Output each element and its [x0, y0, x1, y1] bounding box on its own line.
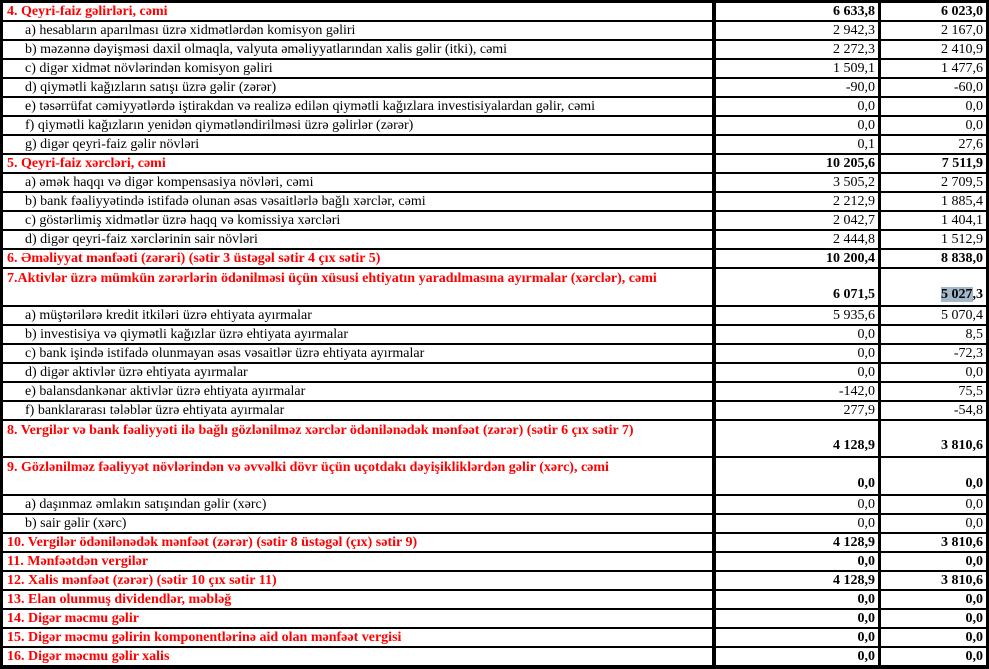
value-col2-cell[interactable]: 3 810,6 [880, 533, 988, 552]
value-col2-cell[interactable]: 8,5 [880, 325, 988, 344]
table-row [2, 211, 988, 230]
row-label-cell[interactable]: b) bank fəaliyyətində istifadə olunan əsas vəsaitlərlə bağlı xərclər, cəmi [2, 192, 714, 211]
value-col1-cell[interactable]: 1 509,1 [714, 59, 880, 78]
value-col2-cell[interactable]: 0,0 [880, 116, 988, 135]
row-label-cell[interactable]: 11. Mənfəətdən vergilər [2, 552, 714, 571]
value-col1-cell[interactable]: 2 272,3 [714, 40, 880, 59]
value-col2-cell[interactable]: 0,0 [880, 363, 988, 382]
value-col2-cell[interactable]: -72,3 [880, 344, 988, 363]
value-col2-cell[interactable]: 1 404,1 [880, 211, 988, 230]
row-label-cell[interactable]: b) sair gəlir (xərc) [2, 514, 714, 533]
value-col2-cell[interactable]: 0,0 [880, 590, 988, 609]
row-label-cell[interactable]: 6. Əməliyyat mənfəəti (zərəri) (sətir 3 üstəgəl sətir 4 çıx sətir 5) [2, 249, 714, 268]
row-label-cell[interactable]: 10. Vergilər ödənilənədək mənfəət (zərər) (sətir 8 üstəgəl (çıx) sətir 9) [2, 533, 714, 552]
value-col1-cell[interactable]: 6 633,8 [714, 2, 880, 22]
table-row [2, 40, 988, 59]
value-col2-cell[interactable]: 3 810,6 [880, 571, 988, 590]
table-row [2, 59, 988, 78]
table-row [2, 420, 988, 458]
value-col1-cell[interactable]: 0,1 [714, 135, 880, 154]
value-col2-cell[interactable]: 0,0 [880, 647, 988, 667]
value-col1-cell[interactable]: -90,0 [714, 78, 880, 97]
value-col1-cell[interactable]: 0,0 [714, 97, 880, 116]
row-label-cell[interactable]: a) əmək haqqı və digər kompensasiya növləri, cəmi [2, 173, 714, 192]
table-row [2, 116, 988, 135]
value-col2-cell[interactable]: 0,0 [880, 552, 988, 571]
value-col1-cell[interactable]: 0,0 [714, 344, 880, 363]
value-col1-cell[interactable]: 2 942,3 [714, 21, 880, 40]
row-label-cell[interactable]: g) digər qeyri-faiz gəlir növləri [2, 135, 714, 154]
row-label-cell[interactable]: 15. Digər məcmu gəlirin komponentlərinə aid olan mənfəət vergisi [2, 628, 714, 647]
value-col2-cell[interactable]: 75,5 [880, 382, 988, 401]
table-row [2, 609, 988, 628]
table-row [2, 457, 988, 495]
table-row [2, 552, 988, 571]
value-col2-cell[interactable]: 1 477,6 [880, 59, 988, 78]
value-col1-cell[interactable]: 4 128,9 [714, 571, 880, 590]
table-row [2, 230, 988, 249]
value-col2-cell[interactable]: 8 838,0 [880, 249, 988, 268]
row-label-cell[interactable]: d) digər aktivlər üzrə ehtiyata ayırmalar [2, 363, 714, 382]
value-col1-cell[interactable]: 10 205,6 [714, 154, 880, 173]
table-row [2, 495, 988, 514]
value-col1-cell[interactable]: 4 128,9 [714, 420, 880, 458]
value-col1-cell[interactable]: 4 128,9 [714, 533, 880, 552]
row-label-cell[interactable]: d) digər qeyri-faiz xərclərinin sair növləri [2, 230, 714, 249]
table-row [2, 78, 988, 97]
value-col1-cell[interactable]: 2 444,8 [714, 230, 880, 249]
value-col1-cell[interactable]: 277,9 [714, 401, 880, 420]
row-label-cell[interactable]: 9. Gözlənilməz fəaliyyət növlərindən və əvvəlki dövr üçün uçotdakı dəyişikliklərdən gəlir (xərc), cəmi [2, 457, 714, 495]
value-col2-cell[interactable]: 0,0 [880, 97, 988, 116]
table-row [2, 401, 988, 420]
row-label-cell[interactable]: f) qiymətli kağızların yenidən qiymətləndirilməsi üzrə gəlirlər (zərər) [2, 116, 714, 135]
value-col2-cell[interactable]: 2 709,5 [880, 173, 988, 192]
value-col2-cell[interactable]: 2 167,0 [880, 21, 988, 40]
row-label-cell[interactable]: b) məzənnə dəyişməsi daxil olmaqla, valyuta əməliyyatlarından xalis gəlir (itki), cəmi [2, 40, 714, 59]
value-col1-cell[interactable]: 0,0 [714, 628, 880, 647]
row-label-cell[interactable]: 7.Aktivlər üzrə mümkün zərərlərin ödənilməsi üçün xüsusi ehtiyatın yaradılmasına ayırmalar (xərclər), cəmi [2, 268, 714, 306]
table-row [2, 344, 988, 363]
table-row [2, 306, 988, 325]
value-col2-cell[interactable]: 0,0 [880, 457, 988, 495]
value-col1-cell[interactable]: 0,0 [714, 495, 880, 514]
value-col1-cell[interactable]: -142,0 [714, 382, 880, 401]
table-row [2, 154, 988, 173]
row-label-cell[interactable]: 4. Qeyri-faiz gəlirləri, cəmi [2, 2, 714, 22]
value-text: ,3 [972, 286, 983, 302]
row-label-cell[interactable]: a) daşınmaz əmlakın satışından gəlir (xərc) [2, 495, 714, 514]
value-col1-cell[interactable]: 2 212,9 [714, 192, 880, 211]
row-label-cell[interactable]: a) hesabların aparılması üzrə xidmətlərdən komisyon gəliri [2, 21, 714, 40]
value-col1-cell[interactable]: 0,0 [714, 363, 880, 382]
value-col1-cell[interactable]: 0,0 [714, 325, 880, 344]
table-row [2, 135, 988, 154]
value-col2-cell[interactable]: 1 885,4 [880, 192, 988, 211]
value-col2-cell[interactable]: 0,0 [880, 514, 988, 533]
table-row [2, 590, 988, 609]
row-label-cell[interactable]: e) balansdankənar aktivlər üzrə ehtiyata ayırmalar [2, 382, 714, 401]
value-col2-cell[interactable]: 0,0 [880, 495, 988, 514]
value-col1-cell[interactable]: 2 042,7 [714, 211, 880, 230]
table-row [2, 382, 988, 401]
row-label-cell[interactable]: c) bank işində istifadə olunmayan əsas vəsaitlər üzrə ehtiyata ayırmalar [2, 344, 714, 363]
table-row [2, 571, 988, 590]
value-col2-cell[interactable]: 0,0 [880, 628, 988, 647]
table-row [2, 628, 988, 647]
value-col2-cell[interactable]: 5 070,4 [880, 306, 988, 325]
value-col1-cell[interactable]: 10 200,4 [714, 249, 880, 268]
value-col1-cell[interactable]: 6 071,5 [714, 268, 880, 306]
value-col2-cell[interactable]: -54,8 [880, 401, 988, 420]
table-row [2, 21, 988, 40]
value-col2-cell[interactable]: 0,0 [880, 609, 988, 628]
value-col2-cell[interactable] [880, 268, 988, 306]
value-col2-cell[interactable]: 6 023,0 [880, 2, 988, 22]
row-label-cell[interactable]: 5. Qeyri-faiz xərcləri, cəmi [2, 154, 714, 173]
row-label-cell[interactable]: f) banklararası tələblər üzrə ehtiyata ayırmalar [2, 401, 714, 420]
table-row [2, 192, 988, 211]
row-label-cell[interactable]: 13. Elan olunmuş dividendlər, məbləğ [2, 590, 714, 609]
value-col1-cell[interactable]: 0,0 [714, 116, 880, 135]
table-row [2, 647, 988, 667]
row-label-cell[interactable]: e) təsərrüfat cəmiyyətlərdə iştirakdan və realizə edilən qiymətli kağızlara investisiyalardan gəlir, cəmi [2, 97, 714, 116]
row-label-cell[interactable]: a) müştərilərə kredit itkiləri üzrə ehtiyata ayırmalar [2, 306, 714, 325]
row-label-cell[interactable]: 16. Digər məcmu gəlir xalis [2, 647, 714, 667]
value-col2-cell[interactable]: 3 810,6 [880, 420, 988, 458]
value-col2-cell[interactable]: 2 410,9 [880, 40, 988, 59]
table-row [2, 325, 988, 344]
value-col1-cell[interactable]: 0,0 [714, 590, 880, 609]
table-row [2, 363, 988, 382]
table-row [2, 173, 988, 192]
value-col1-cell[interactable]: 0,0 [714, 457, 880, 495]
value-col2-cell[interactable]: -60,0 [880, 78, 988, 97]
value-col2-cell[interactable]: 1 512,9 [880, 230, 988, 249]
table-row [2, 2, 988, 22]
value-col1-cell[interactable]: 0,0 [714, 552, 880, 571]
value-col1-cell[interactable]: 0,0 [714, 609, 880, 628]
financial-statement-body [2, 2, 988, 667]
row-label-cell[interactable]: 12. Xalis mənfəət (zərər) (sətir 10 çıx sətir 11) [2, 571, 714, 590]
row-label-cell[interactable]: c) göstərlimiş xidmətlər üzrə haqq və komissiya xərcləri [2, 211, 714, 230]
table-row [2, 268, 988, 306]
value-col2-cell[interactable]: 27,6 [880, 135, 988, 154]
row-label-cell[interactable]: b) investisiya və qiymətli kağızlar üzrə ehtiyata ayırmalar [2, 325, 714, 344]
selected-text-highlight: 5 027 [941, 286, 973, 302]
table-row [2, 514, 988, 533]
row-label-cell[interactable]: 8. Vergilər və bank fəaliyyəti ilə bağlı gözlənilməz xərclər ödənilənədək mənfəət (zərər) (sətir 6 çıx sətir 7) [2, 420, 714, 458]
value-col2-cell[interactable]: 7 511,9 [880, 154, 988, 173]
table-row [2, 249, 988, 268]
value-col1-cell[interactable]: 0,0 [714, 514, 880, 533]
value-col1-cell[interactable]: 0,0 [714, 647, 880, 667]
row-label-cell[interactable]: d) qiymətli kağızların satışı üzrə gəlir (zərər) [2, 78, 714, 97]
row-label-cell[interactable]: 14. Digər məcmu gəlir [2, 609, 714, 628]
table-row [2, 97, 988, 116]
table-row [2, 533, 988, 552]
row-label-cell[interactable]: c) digər xidmət növlərindən komisyon gəliri [2, 59, 714, 78]
value-col1-cell[interactable]: 3 505,2 [714, 173, 880, 192]
value-col1-cell[interactable]: 5 935,6 [714, 306, 880, 325]
